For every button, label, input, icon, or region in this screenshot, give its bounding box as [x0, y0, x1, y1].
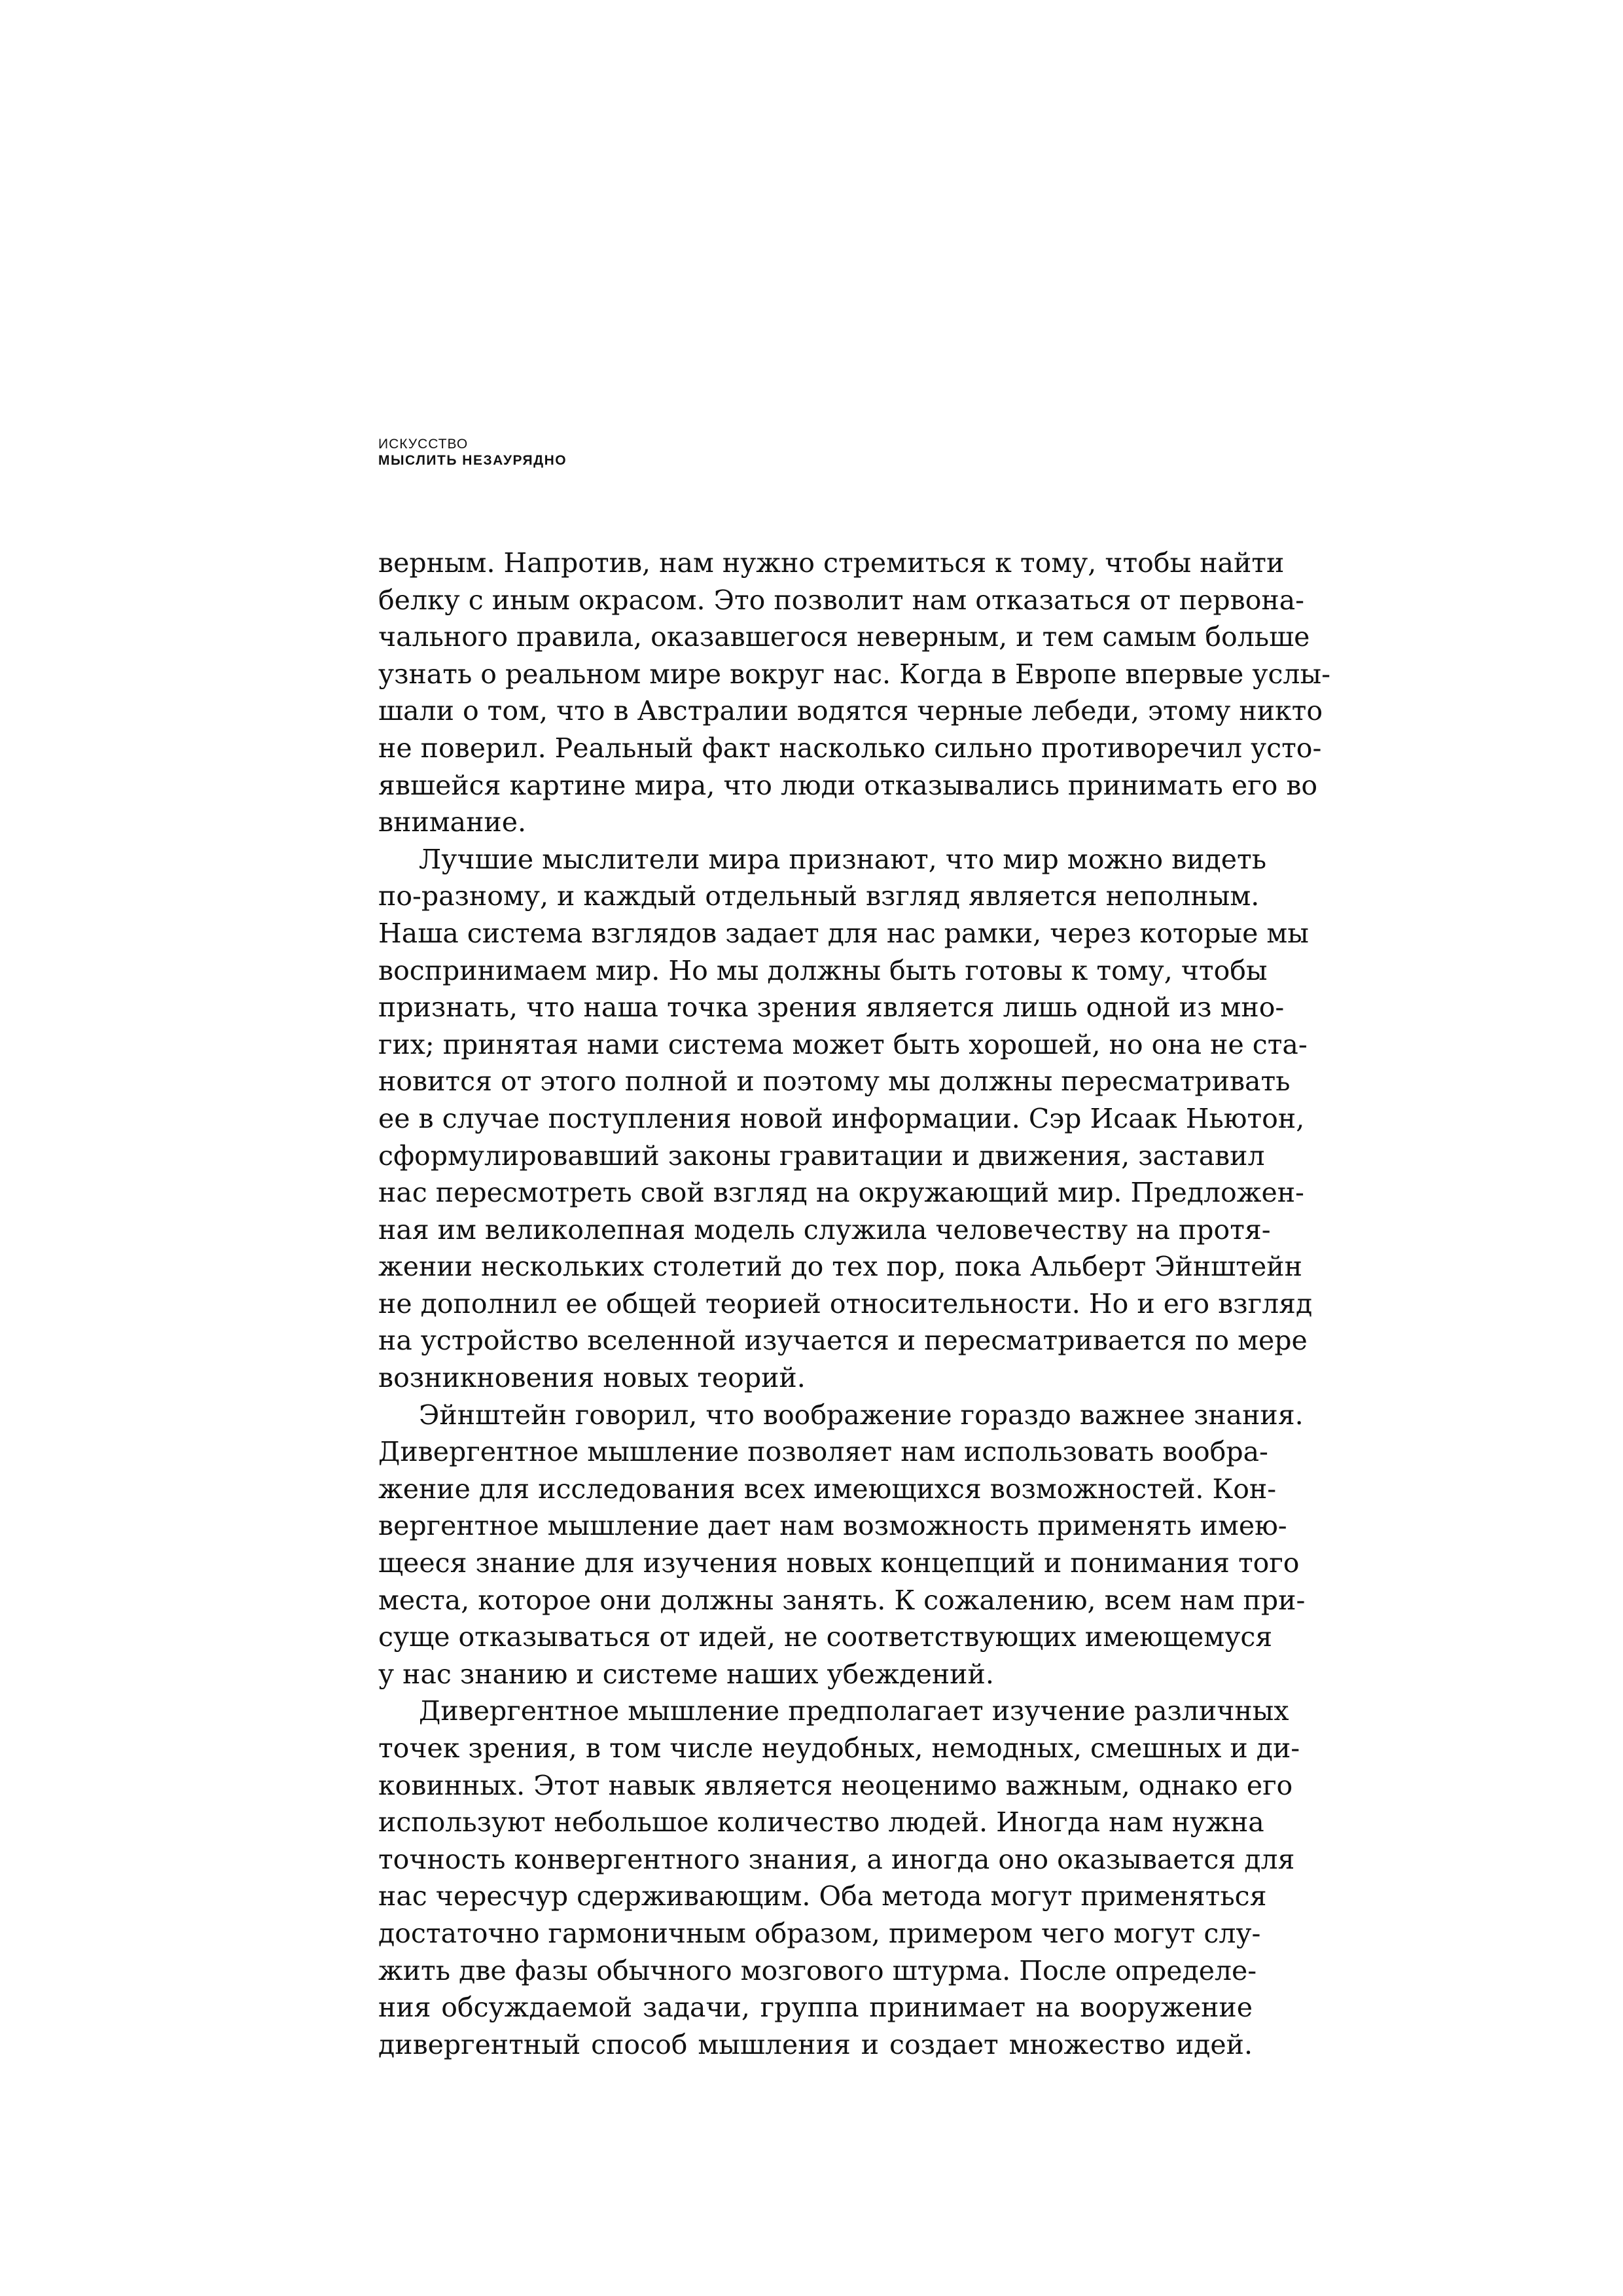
text-line: ее в случае поступления новой информации. Сэр Исаак Ньютон,: [378, 1102, 1305, 1134]
text-line: вергентное мышление дает нам возможность применять имею-: [378, 1510, 1287, 1542]
text-line: у нас знанию и системе наших убеждений.: [378, 1658, 994, 1690]
text-line: ная им великолепная модель служила человечеству на протя-: [378, 1213, 1271, 1246]
text-line: Дивергентное мышление позволяет нам использовать вообра-: [378, 1436, 1268, 1468]
text-line: используют небольшое количество людей. Иногда нам нужна: [378, 1806, 1264, 1839]
text-line: признать, что наша точка зрения является лишь одной из мно-: [378, 992, 1285, 1024]
running-head: [378, 437, 567, 467]
book-title-line2: МЫСЛИТЬ НЕЗАУРЯДНО: [378, 453, 567, 468]
paragraph: [378, 841, 1313, 1397]
text-line: явшейся картине мира, что люди отказывались принимать его во: [378, 769, 1318, 801]
text-line: точность конвергентного знания, а иногда оно оказывается для: [378, 1843, 1295, 1875]
paragraph: [378, 1397, 1306, 1693]
text-line: гих; принятая нами система может быть хорошей, но она не ста-: [378, 1028, 1308, 1060]
text-line: не поверил. Реальный факт насколько сильно противоречил усто-: [378, 732, 1322, 764]
paragraph: [378, 545, 1330, 841]
paragraph: [378, 1693, 1300, 2063]
book-title-line1: ИСКУССТВО: [378, 437, 469, 452]
text-line: верным. Напротив, нам нужно стремиться к тому, чтобы найти: [378, 547, 1285, 579]
text-line: жении нескольких столетий до тех пор, пока Альберт Эйнштейн: [378, 1251, 1302, 1283]
text-line: Лучшие мыслители мира признают, что мир можно видеть: [419, 843, 1267, 875]
body-text: [378, 545, 1330, 2063]
text-line: белку с иным окрасом. Это позволит нам отказаться от первона-: [378, 584, 1305, 616]
text-line: шали о том, что в Австралии водятся черные лебеди, этому никто: [378, 695, 1323, 727]
text-line: жение для исследования всех имеющихся возможностей. Кон-: [378, 1473, 1277, 1505]
text-line: точек зрения, в том числе неудобных, немодных, смешных и ди-: [378, 1732, 1300, 1764]
text-line: чального правила, оказавшегося неверным, и тем самым больше: [378, 621, 1310, 653]
text-line: узнать о реальном мире вокруг нас. Когда в Европе впервые услы-: [378, 658, 1330, 690]
text-line: Эйнштейн говорил, что воображение гораздо важнее знания.: [419, 1399, 1304, 1431]
text-line: ковинных. Этот навык является неоценимо важным, однако его: [378, 1769, 1293, 1801]
text-line: дивергентный способ мышления и создает множество идей.: [378, 2028, 1253, 2060]
text-line: суще отказываться от идей, не соответствующих имеющемуся: [378, 1621, 1273, 1653]
text-line: сформулировавший законы гравитации и движения, заставил: [378, 1139, 1265, 1172]
text-line: нас чересчур сдерживающим. Оба метода могут применяться: [378, 1880, 1267, 1912]
text-line: ния обсуждаемой задачи, группа принимает на вооружение: [378, 1992, 1253, 2024]
text-line: щееся знание для изучения новых концепций и понимания того: [378, 1547, 1300, 1579]
text-line: на устройство вселенной изучается и пересматривается по мере: [378, 1325, 1308, 1357]
text-line: места, которое они должны занять. К сожалению, всем нам при-: [378, 1584, 1306, 1616]
text-line: по-разному, и каждый отдельный взгляд является неполным.: [378, 880, 1260, 912]
text-line: возникновения новых теорий.: [378, 1362, 806, 1394]
text-line: Наша система взглядов задает для нас рамки, через которые мы: [378, 917, 1309, 949]
text-line: не дополнил ее общей теорией относительности. Но и его взгляд: [378, 1287, 1313, 1319]
text-line: жить две фазы обычного мозгового штурма. После определе-: [378, 1954, 1257, 1986]
text-line: нас пересмотреть свой взгляд на окружающий мир. Предложен-: [378, 1177, 1304, 1209]
text-line: новится от этого полной и поэтому мы должны пересматривать: [378, 1066, 1291, 1098]
text-line: воспринимаем мир. Но мы должны быть готовы к тому, чтобы: [378, 954, 1268, 986]
text-line: внимание.: [378, 806, 527, 838]
text-line: достаточно гармоничным образом, примером чего могут слу-: [378, 1917, 1261, 1949]
text-line: Дивергентное мышление предполагает изучение различных: [419, 1695, 1289, 1727]
